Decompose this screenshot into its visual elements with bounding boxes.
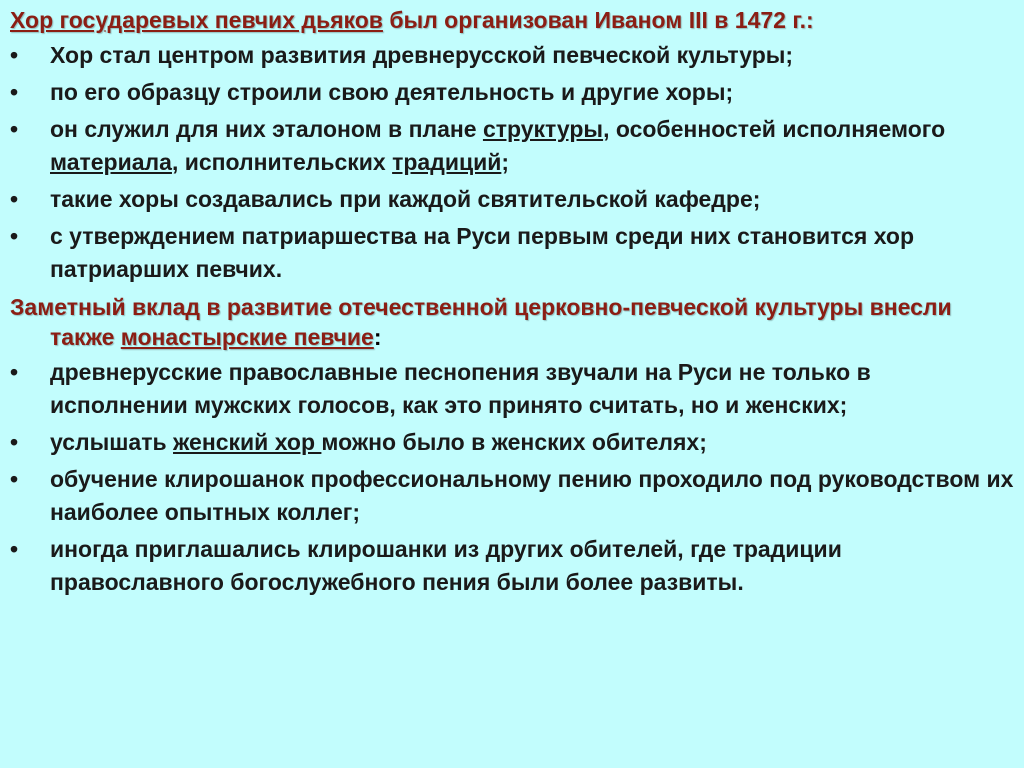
- bullet-icon: •: [10, 186, 19, 212]
- list-item: [10, 183, 1014, 216]
- heading-tsar-choir: [10, 5, 1014, 35]
- bullet-list-tsar-choir: [10, 39, 1014, 286]
- heading-monastic-singers: [10, 292, 1014, 352]
- list-item: [10, 39, 1014, 72]
- list-item: [10, 426, 1014, 459]
- bullet-icon: •: [10, 116, 19, 142]
- heading-underlined-text: Хор государевых певчих дьяков: [10, 7, 383, 33]
- bullet-icon: •: [10, 359, 19, 385]
- text-fragment: можно было в женских обителях;: [321, 429, 707, 455]
- list-item-text: по его образцу строили свою деятельность и другие хоры;: [50, 79, 734, 105]
- text-fragment: , особенностей исполняемого: [603, 116, 946, 142]
- text-fragment: ;: [501, 149, 510, 175]
- list-item: [10, 76, 1014, 109]
- text-fragment: он служил для них эталоном в плане: [50, 116, 483, 142]
- bullet-icon: •: [10, 42, 19, 68]
- underlined-term-womens-choir: женский хор: [173, 429, 322, 455]
- bullet-icon: •: [10, 536, 19, 562]
- list-item-text: с утверждением патриаршества на Руси первым среди них становится хор патриарших певчих.: [50, 223, 915, 282]
- bullet-list-monastic-singers: [10, 356, 1014, 599]
- list-item: [10, 356, 1014, 422]
- underlined-term-material: материала: [50, 149, 172, 175]
- bullet-icon: •: [10, 223, 19, 249]
- list-item-text: иногда приглашались клирошанки из других обителей, где традиции православного богослужебного пения были более развиты.: [50, 536, 842, 595]
- list-item: [10, 463, 1014, 529]
- bullet-icon: •: [10, 79, 19, 105]
- list-item: [10, 533, 1014, 599]
- text-fragment: услышать: [50, 429, 174, 455]
- heading-text: Заметный вклад в развитие отечественной церковно-певческой культуры внесли также: [10, 294, 952, 350]
- list-item-text: древнерусские православные песнопения звучали на Руси не только в исполнении мужских голосов, как это принято считать, но и женских;: [50, 359, 871, 418]
- bullet-icon: •: [10, 466, 19, 492]
- list-item: [10, 220, 1014, 286]
- text-fragment: , исполнительских: [171, 149, 393, 175]
- heading-colon: :: [373, 324, 382, 350]
- list-item: [10, 113, 1014, 179]
- list-item-text: такие хоры создавались при каждой святительской кафедре;: [50, 186, 761, 212]
- underlined-term-structure: структуры: [482, 116, 604, 142]
- underlined-term-traditions: традиций: [392, 149, 502, 175]
- list-item-text: обучение клирошанок профессиональному пению проходило под руководством их наиболее опытных коллег;: [50, 466, 1014, 525]
- bullet-icon: •: [10, 429, 19, 455]
- list-item-text: [50, 426, 1014, 459]
- heading-rest-text: был организован Иваном III в 1472 г.:: [382, 7, 814, 33]
- list-item-text: [50, 113, 1014, 179]
- slide-content: [10, 5, 1014, 599]
- heading-underlined-text: монастырские певчие: [120, 324, 374, 350]
- list-item-text: Хор стал центром развития древнерусской певческой культуры;: [50, 42, 794, 68]
